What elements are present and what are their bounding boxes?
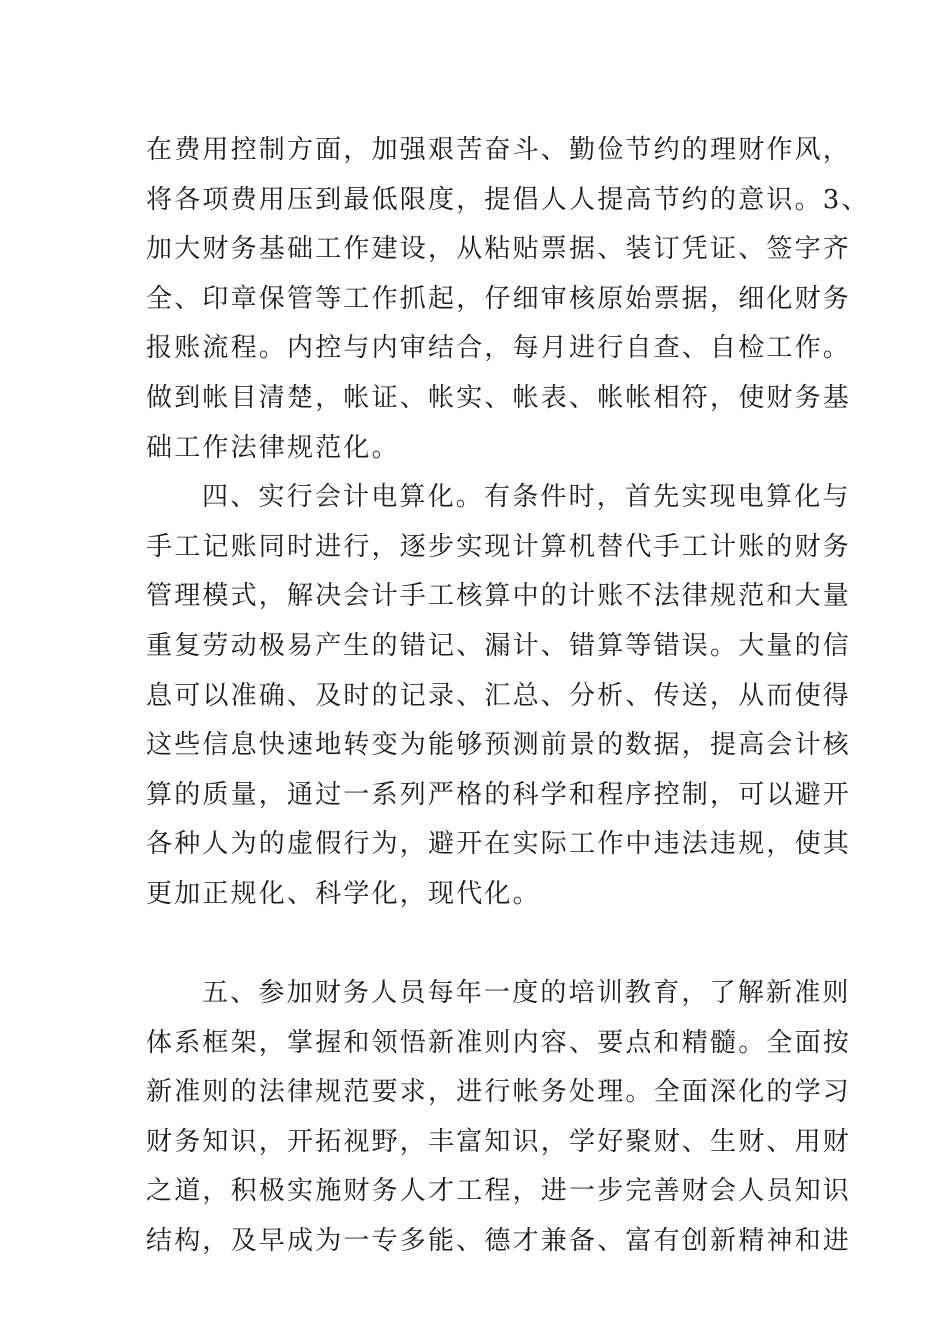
text-line: 将各项费用压到最低限度，提倡人人提高节约的意识。3、: [146, 184, 870, 215]
text-line: 加大财务基础工作建设，从粘贴票据、装订凭证、签字齐: [146, 234, 852, 265]
text-line: 五、参加财务人员每年一度的培训教育，了解新准则: [202, 978, 851, 1009]
text-line: 财务知识，开拓视野，丰富知识，学好聚财、生财、用财: [146, 1126, 852, 1157]
text-line: 更加正规化、科学化，现代化。: [146, 878, 541, 909]
paragraph: [146, 126, 870, 473]
text-line: 手工记账同时进行，逐步实现计算机替代手工计账的财务: [146, 531, 852, 562]
text-line: 管理模式，解决会计手工核算中的计账不法律规范和大量: [146, 581, 852, 612]
text-line: 结构，及早成为一专多能、德才兼备、富有创新精神和进: [146, 1226, 852, 1257]
text-line: 这些信息快速地转变为能够预测前景的数据，提高会计核: [146, 730, 852, 761]
text-line: 算的质量，通过一系列严格的科学和程序控制，可以避开: [146, 779, 852, 810]
text-line: 全、印章保管等工作抓起，仔细审核原始票据，细化财务: [146, 283, 852, 314]
text-line: 各种人为的虚假行为，避开在实际工作中违法违规，使其: [146, 829, 852, 860]
text-line: 础工作法律规范化。: [146, 432, 400, 463]
text-line: 重复劳动极易产生的错记、漏计、错算等错误。大量的信: [146, 630, 852, 661]
text-line: 四、实行会计电算化。有条件时，首先实现电算化与: [202, 482, 851, 513]
text-line: 体系框架，掌握和领悟新准则内容、要点和精髓。全面按: [146, 1027, 852, 1058]
paragraph: [146, 969, 852, 1267]
body-text: [146, 126, 870, 1267]
paragraph: [146, 473, 852, 969]
text-line: 在费用控制方面，加强艰苦奋斗、勤俭节约的理财作风，: [146, 135, 852, 165]
text-line: 之道，积极实施财务人才工程，进一步完善财会人员知识: [146, 1176, 852, 1207]
text-line: 息可以准确、及时的记录、汇总、分析、传送，从而使得: [146, 680, 852, 711]
text-line: [146, 920, 816, 970]
text-line: 报账流程。内控与内审结合，每月进行自查、自检工作。: [146, 333, 852, 364]
text-line: 新准则的法律规范要求，进行帐务处理。全面深化的学习: [146, 1077, 852, 1108]
text-line: 做到帐目清楚，帐证、帐实、帐表、帐帐相符，使财务基: [146, 382, 852, 413]
